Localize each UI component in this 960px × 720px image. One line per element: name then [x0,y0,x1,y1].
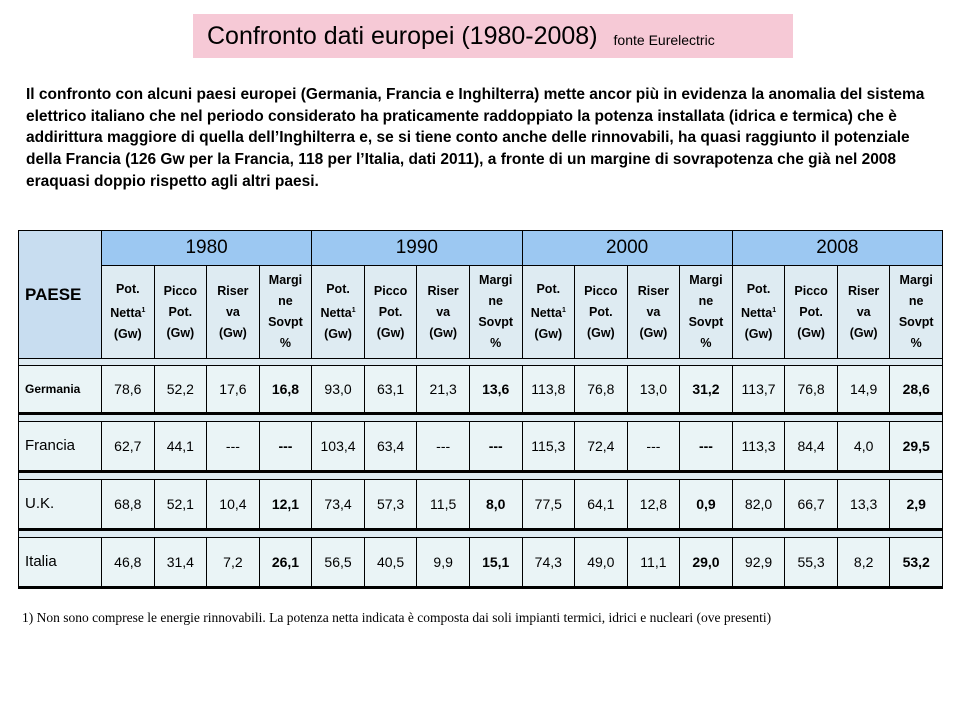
country-cell: Germania [19,366,102,414]
column-header-line: (Gw) [586,325,615,340]
value-cell: 40,5 [364,537,417,587]
column-header-line: (Gw) [166,325,195,340]
column-header [627,266,680,359]
column-header-line: va [225,304,240,319]
value-cell: 8,0 [469,479,522,529]
value-cell: 103,4 [312,421,365,471]
value-cell: 15,1 [469,537,522,587]
value-cell: 21,3 [417,366,470,414]
column-header-line: Sovpt [688,315,724,329]
column-header-line: (Gw) [744,327,773,342]
column-header-line: % [700,336,712,350]
column-header-line: Netta [740,306,773,321]
country-header: PAESE [19,231,102,359]
value-cell: 53,2 [890,537,943,587]
column-header-line: Riser [217,283,249,298]
value-cell: 57,3 [364,479,417,529]
value-cell: 63,4 [364,421,417,471]
value-cell: 64,1 [575,479,628,529]
column-header-line: Pot. [168,304,193,319]
footnote-marker: 1 [141,306,146,314]
value-cell: 9,9 [417,537,470,587]
column-header [732,266,785,359]
column-header [785,266,838,359]
column-header-line: Pot. [589,304,613,319]
column-header-line: Pot. [746,281,771,296]
column-header-line: Riser [848,283,880,298]
column-header-line: (Gw) [219,325,247,340]
intro-paragraph: Il confronto con alcuni paesi europei (Germania, Francia e Inghilterra) mette ancor più in evidenza la anomalia del sistema elettrico italiano che nel periodo considerato ha praticamente raddoppiato la potenza installata (idrica e termica) che è addirittura maggiore di quella dell’Inghilterra e, se si tiene conto anche delle rinnovabili, ha quasi raggiunto il potenziale della Francia (126 Gw per la Francia, 118 per l’Italia, dati 2011), a fronte di un margine di sovrapotenza che già nel 2008 eraquasi doppio rispetto agli altri paesi. [26,86,925,190]
value-cell: 13,3 [837,479,890,529]
footnote-marker: 1 [351,306,356,314]
value-cell: 56,5 [312,537,365,587]
column-header-line: (Gw) [849,325,878,340]
subheader-row [19,266,943,359]
value-cell: 73,4 [312,479,365,529]
column-header-line: Margi [268,273,303,287]
value-cell: 2,9 [890,479,943,529]
row-spacer-cell [19,359,943,366]
row-spacer [19,529,943,537]
column-header-line: ne [278,294,293,308]
value-cell: 82,0 [732,479,785,529]
column-header [102,266,155,359]
column-header-line: ne [488,294,504,308]
value-cell: --- [469,421,522,471]
value-cell: 113,3 [732,421,785,471]
value-cell: 14,9 [837,366,890,414]
column-header [680,266,733,359]
row-spacer-cell [19,413,943,421]
value-cell: 46,8 [102,537,155,587]
country-cell: Francia [19,421,102,471]
column-header-line: Picco [373,283,408,298]
value-cell: 84,4 [785,421,838,471]
value-cell: 113,8 [522,366,575,414]
value-cell: 66,7 [785,479,838,529]
comparison-table [18,230,943,589]
footnote: 1) Non sono comprese le energie rinnovabili. La potenza netta indicata è composta dai soli impianti termici, idrici e nucleari (ove presenti) [22,610,772,625]
value-cell: 8,2 [837,537,890,587]
value-cell: 26,1 [259,537,312,587]
year-header: 2000 [522,231,732,266]
value-cell: --- [417,421,470,471]
value-cell: 12,8 [627,479,680,529]
column-header [417,266,470,359]
value-cell: 11,5 [417,479,470,529]
column-header-line: (Gw) [324,327,352,342]
value-cell: 29,5 [890,421,943,471]
table-row [19,537,943,587]
footnote-marker: 1 [772,306,777,314]
value-cell: 31,2 [680,366,733,414]
column-header-line: Riser [637,283,670,298]
column-header-line: % [490,336,502,350]
country-cell: U.K. [19,479,102,529]
column-header-line: Netta [530,306,562,321]
page-title: Confronto dati europei (1980-2008) [207,21,598,50]
column-header-line: Pot. [326,281,350,296]
value-cell: --- [680,421,733,471]
value-cell: 52,2 [154,366,207,414]
year-header: 2008 [732,231,942,266]
column-header-line: Pot. [799,304,823,319]
column-header-line: Pot. [115,281,140,296]
column-header-line: Sovpt [268,315,303,329]
column-header-line: Sovpt [898,315,934,329]
column-header-line: va [646,304,661,319]
value-cell: 63,1 [364,366,417,414]
row-spacer-cell [19,529,943,537]
value-cell: 13,6 [469,366,522,414]
column-header [312,266,365,359]
column-header-line: % [910,336,922,350]
row-spacer [19,413,943,421]
value-cell: --- [627,421,680,471]
column-header-line: Pot. [378,304,403,319]
value-cell: 93,0 [312,366,365,414]
value-cell: 31,4 [154,537,207,587]
column-header [207,266,260,359]
column-header-line: Picco [163,283,198,298]
column-header [364,266,417,359]
value-cell: 4,0 [837,421,890,471]
row-spacer-cell [19,471,943,479]
value-cell: 78,6 [102,366,155,414]
row-spacer [19,471,943,479]
column-header-line: Netta [320,306,352,321]
value-cell: 29,0 [680,537,733,587]
value-cell: 17,6 [207,366,260,414]
value-cell: 16,8 [259,366,312,414]
value-cell: 52,1 [154,479,207,529]
value-cell: 92,9 [732,537,785,587]
column-header-line: (Gw) [376,325,405,340]
table-row [19,421,943,471]
value-cell: 44,1 [154,421,207,471]
column-header [259,266,312,359]
value-cell: 76,8 [575,366,628,414]
value-cell: --- [207,421,260,471]
title-box [193,14,793,58]
footnote-marker: 1 [561,306,566,314]
column-header [522,266,575,359]
value-cell: 76,8 [785,366,838,414]
value-cell: 74,3 [522,537,575,587]
column-header-line: Margi [689,273,723,287]
column-header-line: Picco [584,283,618,298]
column-header-line: (Gw) [534,327,563,342]
value-cell: 55,3 [785,537,838,587]
column-header-line: (Gw) [113,327,142,342]
column-header-line: ne [698,294,714,308]
value-cell: 10,4 [207,479,260,529]
column-header-line: Margi [899,273,933,287]
table-body [19,359,943,588]
column-header-line: Sovpt [478,315,514,329]
column-header [575,266,628,359]
column-header [837,266,890,359]
table-row [19,479,943,529]
column-header [890,266,943,359]
column-header-line: Margi [479,273,513,287]
year-header-row [19,231,943,266]
column-header-line: ne [908,294,924,308]
value-cell: 13,0 [627,366,680,414]
column-header-line: Picco [794,283,828,298]
value-cell: 12,1 [259,479,312,529]
row-spacer [19,359,943,366]
column-header [154,266,207,359]
value-cell: 7,2 [207,537,260,587]
value-cell: 62,7 [102,421,155,471]
value-cell: 115,3 [522,421,575,471]
value-cell: 72,4 [575,421,628,471]
column-header-line: % [279,336,292,350]
column-header-line: Pot. [536,281,561,296]
column-header-line: (Gw) [429,325,458,340]
source-label: fonte Eurelectric [613,32,715,48]
column-header-line: (Gw) [639,325,668,340]
value-cell: 49,0 [575,537,628,587]
value-cell: 77,5 [522,479,575,529]
value-cell: 113,7 [732,366,785,414]
value-cell: 11,1 [627,537,680,587]
column-header-line: Riser [427,283,459,298]
year-header: 1980 [102,231,312,266]
table-row [19,366,943,414]
column-header-line: (Gw) [797,325,825,340]
column-header-line: Netta [110,306,142,321]
column-header-line: va [436,304,451,319]
value-cell: 28,6 [890,366,943,414]
column-header-line: va [856,304,871,319]
value-cell: 68,8 [102,479,155,529]
year-header: 1990 [312,231,522,266]
value-cell: --- [259,421,312,471]
column-header [469,266,522,359]
country-cell: Italia [19,537,102,587]
value-cell: 0,9 [680,479,733,529]
